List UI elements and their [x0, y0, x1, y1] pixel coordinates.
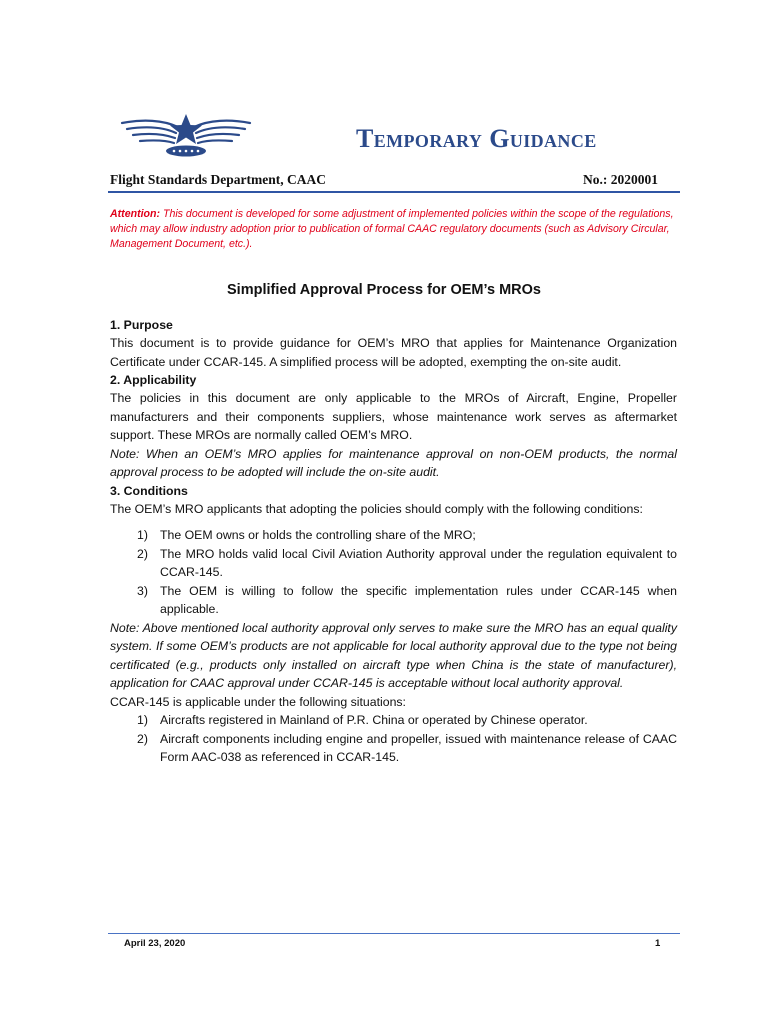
list-item	[110, 545, 677, 582]
attention-notice	[110, 207, 680, 252]
section-heading-conditions: 3. Conditions	[110, 483, 188, 498]
list-number: 2)	[137, 731, 148, 746]
list-item-text: Aircraft components including engine and propeller, issued with maintenance release of CAAC Form AAC-038 as referenced in CCAR-145.	[160, 731, 677, 764]
ccar-situations-list	[110, 711, 677, 767]
footer-divider	[108, 933, 680, 934]
footer-date: April 23, 2020	[124, 938, 186, 949]
list-item	[110, 526, 677, 545]
section-heading-applicability: 2. Applicability	[110, 373, 197, 387]
document-number: No.: 2020001	[583, 172, 658, 187]
applicability-note: Note: When an OEM’s MRO applies for maintenance approval on non-OEM products, the normal approval process to be adopted will include the on-site audit.	[110, 446, 677, 479]
list-item	[110, 711, 677, 730]
list-item	[110, 730, 677, 767]
caac-logo-icon	[118, 113, 254, 161]
document-type-title: Temporary Guidance	[356, 124, 597, 153]
conditions-intro: The OEM’s MRO applicants that adopting the policies should comply with the following conditions:	[110, 501, 643, 516]
header-divider	[108, 191, 680, 193]
list-item	[110, 582, 677, 619]
document-body	[110, 316, 677, 767]
section-heading-purpose: 1. Purpose	[110, 318, 173, 332]
list-number: 2)	[137, 546, 148, 561]
list-number: 3)	[137, 583, 148, 598]
conditions-list	[110, 526, 677, 619]
attention-label: Attention:	[110, 208, 161, 220]
applicability-text: The policies in this document are only applicable to the MROs of Aircraft, Engine, Propeller manufacturers and their components suppliers, whose maintenance work serves as aftermarket support. These MROs are normally called OEM’s MRO.	[110, 391, 677, 442]
list-item-text: The OEM is willing to follow the specific implementation rules under CCAR-145 when applicable.	[160, 583, 677, 616]
purpose-text: This document is to provide guidance for OEM’s MRO that applies for Maintenance Organization Certificate under CCAR-145. A simplified process will be adopted, exempting the on-site audit.	[110, 336, 677, 369]
department-name: Flight Standards Department, CAAC	[110, 172, 326, 187]
list-number: 1)	[137, 713, 148, 727]
document-title: Simplified Approval Process for OEM’s MROs	[227, 282, 541, 298]
attention-text: This document is developed for some adjustment of implemented policies within the scope of the regulations, which may allow industry adoption prior to publication of formal CAAC regulatory documents (such as Advisory Circular, Management Document, etc.).	[110, 208, 674, 250]
list-item-text: Aircrafts registered in Mainland of P.R. China or operated by Chinese operator.	[160, 713, 588, 727]
conditions-note: Note: Above mentioned local authority approval only serves to make sure the MRO has an equal quality system. If some OEM’s products are not applicable for local authority approval due to the type not being certificated (e.g., products only installed on aircraft type when China is the state of manufacturer), application for CAAC approval under CCAR-145 is acceptable without local authority approval.	[110, 620, 677, 690]
page-number: 1	[655, 938, 661, 949]
ccar-intro: CCAR-145 is applicable under the following situations:	[110, 694, 406, 709]
list-number: 1)	[137, 528, 148, 542]
list-item-text: The MRO holds valid local Civil Aviation Authority approval under the regulation equivalent to CCAR-145.	[160, 546, 677, 579]
list-item-text: The OEM owns or holds the controlling share of the MRO;	[160, 528, 476, 542]
